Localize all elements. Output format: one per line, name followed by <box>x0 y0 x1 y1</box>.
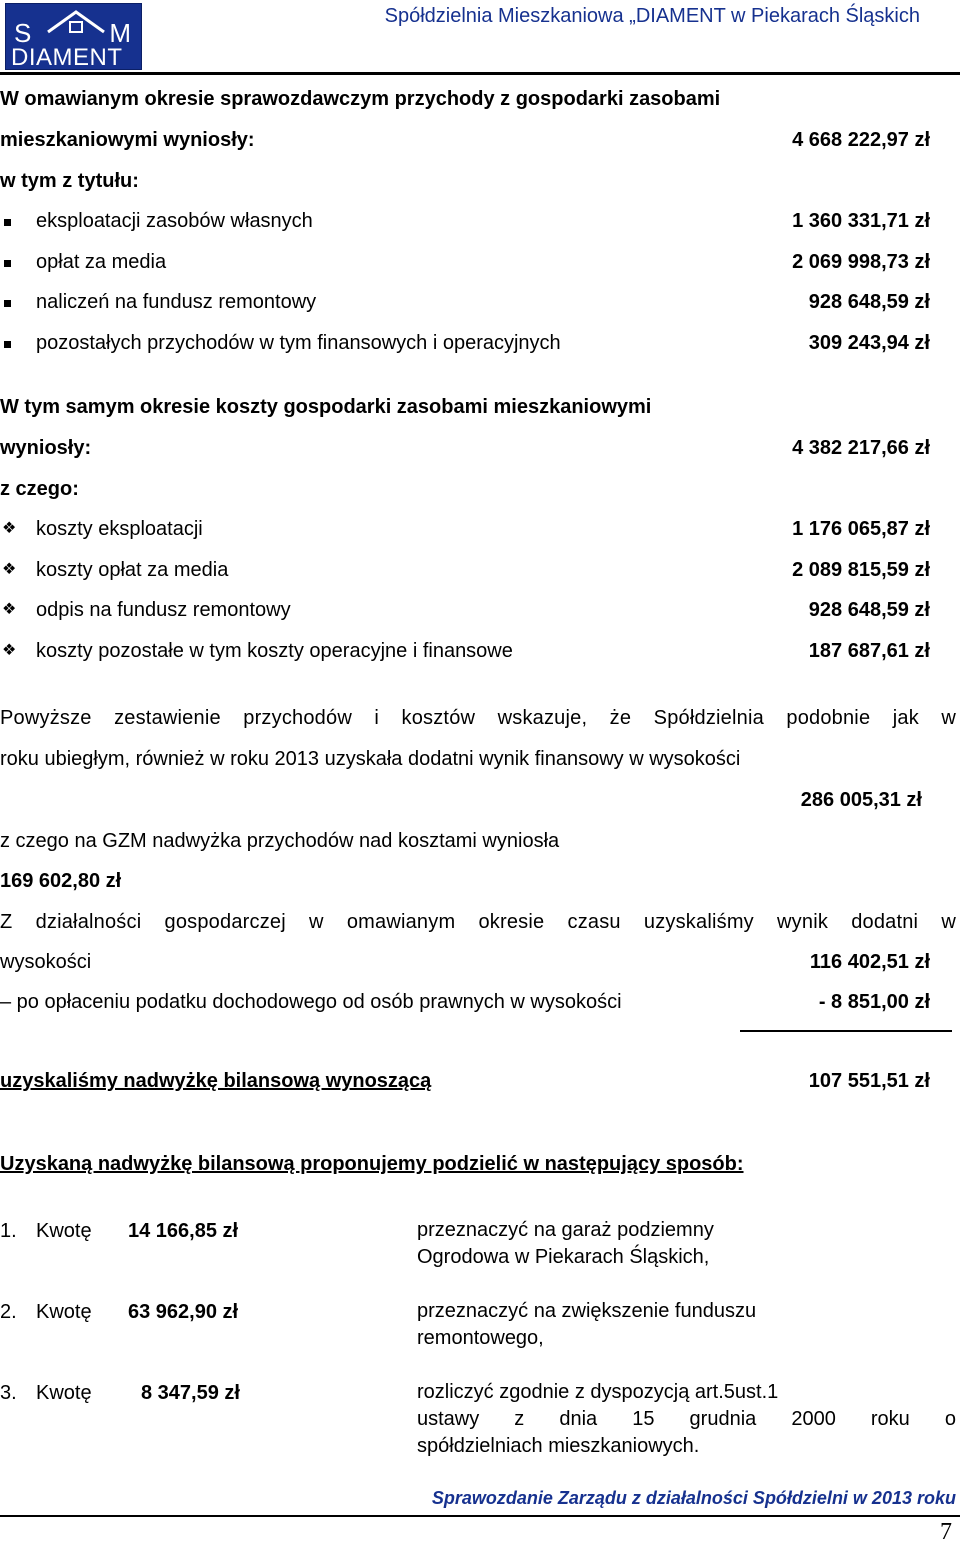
distribution-item-keyword: Kwotę <box>36 1301 92 1323</box>
economic-activity-line1: Z działalności gospodarczej w omawianym okresie czasu uzyskaliśmy wynik dodatni w <box>0 911 956 933</box>
costs-total-amount: 4 382 217,66 zł <box>792 437 930 459</box>
income-item-label: eksploatacji zasobów własnych <box>36 210 313 232</box>
tax-amount: - 8 851,00 zł <box>818 991 930 1013</box>
logo-wordmark: DIAMENT <box>11 44 123 71</box>
cost-item-amount: 2 089 815,59 zł <box>792 559 930 581</box>
gzm-amount: 169 602,80 zł <box>0 870 122 892</box>
distribution-item-number: 3. <box>0 1382 17 1404</box>
result-amount: 286 005,31 zł <box>800 789 922 811</box>
income-heading-line2: mieszkaniowymi wyniosły: <box>0 129 255 151</box>
distribution-item-amount: 8 347,59 zł <box>141 1382 240 1404</box>
distribution-item-description <box>417 1298 756 1352</box>
result-paragraph-line2: roku ubiegłym, również w roku 2013 uzyskała dodatni wynik finansowy w wysokości <box>0 748 741 770</box>
distribution-item-description <box>417 1217 714 1271</box>
diamond-bullet-icon: ❖ <box>2 642 17 659</box>
economic-activity-row <box>0 951 930 981</box>
tax-line: – po opłaceniu podatku dochodowego od osób prawnych w wysokości <box>0 991 622 1013</box>
logo <box>5 3 142 70</box>
income-subheading: w tym z tytułu: <box>0 170 139 192</box>
income-item-amount: 309 243,94 zł <box>808 332 930 354</box>
cost-item-amount: 1 176 065,87 zł <box>792 518 930 540</box>
surplus-label: uzyskaliśmy nadwyżkę bilansową wynoszącą <box>0 1070 432 1092</box>
income-item <box>0 210 930 240</box>
distribution-item-number: 2. <box>0 1301 17 1323</box>
distribution-item-description <box>417 1379 956 1460</box>
house-roof-icon <box>46 8 106 34</box>
cost-item-amount: 928 648,59 zł <box>808 599 930 621</box>
page-number: 7 <box>940 1519 952 1545</box>
cost-item-label: koszty eksploatacji <box>36 518 203 540</box>
distribution-item-number: 1. <box>0 1220 17 1242</box>
economic-activity-line2: wysokości <box>0 951 92 973</box>
description-line: przeznaczyć na garaż podziemny <box>417 1219 714 1241</box>
income-item <box>0 332 930 362</box>
cost-item-label: koszty opłat za media <box>36 559 229 581</box>
distribution-item-amount: 14 166,85 zł <box>128 1220 239 1242</box>
income-item <box>0 291 930 321</box>
income-item-label: opłat za media <box>36 251 167 273</box>
square-bullet-icon <box>4 341 11 348</box>
diamond-bullet-icon: ❖ <box>2 520 17 537</box>
gzm-line: z czego na GZM nadwyżka przychodów nad kosztami wyniosła <box>0 830 560 852</box>
description-line: przeznaczyć na zwiększenie funduszu <box>417 1300 757 1322</box>
distribution-heading: Uzyskaną nadwyżkę bilansową proponujemy podzielić w następujący sposób: <box>0 1153 744 1175</box>
cost-item <box>0 518 930 548</box>
income-heading-line1: W omawianym okresie sprawozdawczym przychody z gospodarki zasobami <box>0 88 721 110</box>
income-total-row <box>0 129 930 159</box>
organization-name: Spółdzielnia Mieszkaniowa „DIAMENT w Piekarach Śląskich <box>384 5 920 27</box>
logo-letter-m: M <box>109 18 131 48</box>
cost-item-label: odpis na fundusz remontowy <box>36 599 291 621</box>
income-item-amount: 2 069 998,73 zł <box>792 251 930 273</box>
sum-divider <box>740 1030 952 1032</box>
cost-item-amount: 187 687,61 zł <box>808 640 930 662</box>
costs-heading-line2: wyniosły: <box>0 437 92 459</box>
cost-item-label: koszty pozostałe w tym koszty operacyjne i finansowe <box>36 640 513 662</box>
income-item-amount: 1 360 331,71 zł <box>792 210 930 232</box>
distribution-item-keyword: Kwotę <box>36 1220 92 1242</box>
square-bullet-icon <box>4 219 11 226</box>
cost-item <box>0 559 930 589</box>
square-bullet-icon <box>4 260 11 267</box>
diamond-bullet-icon: ❖ <box>2 561 17 578</box>
distribution-item-amount: 63 962,90 zł <box>128 1301 239 1323</box>
costs-subheading: z czego: <box>0 478 79 500</box>
footer-divider <box>0 1515 960 1517</box>
economic-activity-amount: 116 402,51 zł <box>809 951 930 973</box>
surplus-row <box>0 1070 930 1100</box>
description-line: rozliczyć zgodnie z dyspozycją art.5ust.1 <box>417 1381 779 1403</box>
income-total-amount: 4 668 222,97 zł <box>792 129 930 151</box>
costs-total-row <box>0 437 930 467</box>
description-line: Ogrodowa w Piekarach Śląskich, <box>417 1246 710 1268</box>
footer-report-title: Sprawozdanie Zarządu z działalności Spółdzielni w 2013 roku <box>431 1488 956 1508</box>
distribution-item-keyword: Kwotę <box>36 1382 92 1404</box>
result-paragraph-line1: Powyższe zestawienie przychodów i kosztów wskazuje, że Spółdzielnia podobnie jak w <box>0 707 956 729</box>
logo-letter-s: S <box>14 18 33 48</box>
description-line: remontowego, <box>417 1327 544 1349</box>
income-item-label: naliczeń na fundusz remontowy <box>36 291 317 313</box>
surplus-amount: 107 551,51 zł <box>808 1070 930 1092</box>
description-line: ustawy z dnia 15 grudnia 2000 roku o <box>417 1408 956 1430</box>
income-item-amount: 928 648,59 zł <box>808 291 930 313</box>
header-divider <box>0 72 960 75</box>
cost-item <box>0 599 930 629</box>
description-line: spółdzielniach mieszkaniowych. <box>417 1435 700 1457</box>
diamond-bullet-icon: ❖ <box>2 601 17 618</box>
cost-item <box>0 640 930 670</box>
tax-row <box>0 991 930 1021</box>
square-bullet-icon <box>4 300 11 307</box>
income-item <box>0 251 930 281</box>
income-item-label: pozostałych przychodów w tym finansowych i operacyjnych <box>36 332 561 354</box>
costs-heading-line1: W tym samym okresie koszty gospodarki zasobami mieszkaniowymi <box>0 396 652 418</box>
